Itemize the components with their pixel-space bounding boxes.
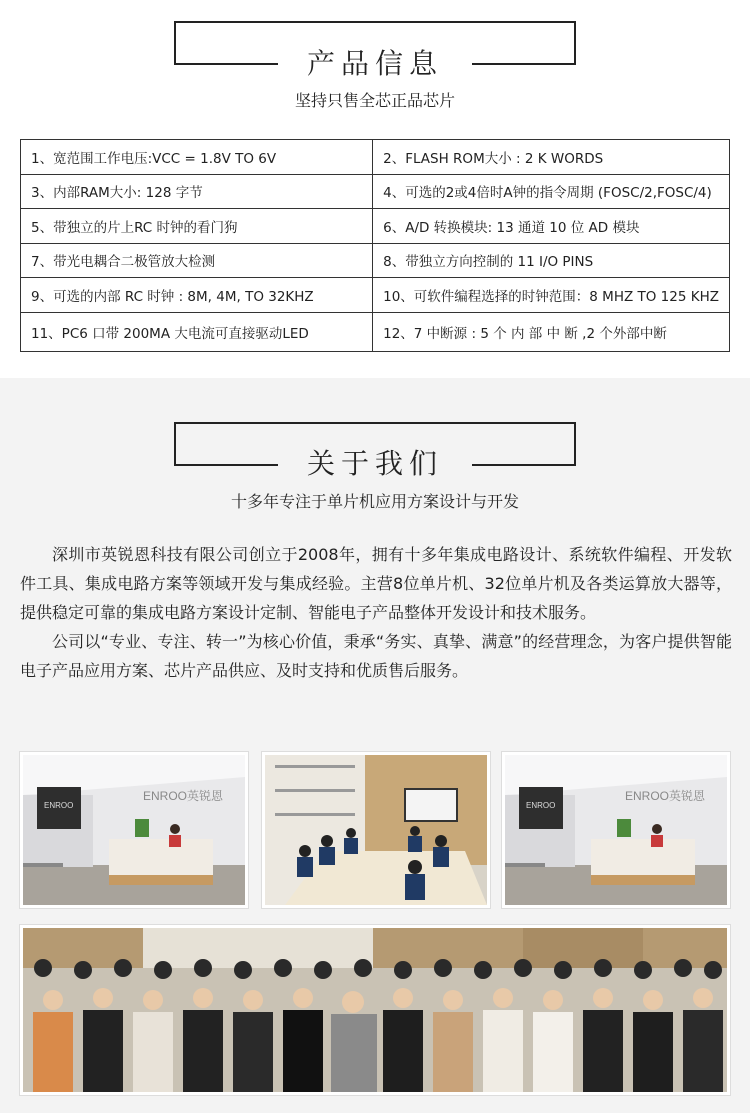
spec-cell: 8、带独立方向控制的 11 I/O PINS [373, 243, 730, 278]
about-subtitle: 十多年专注于单片机应用方案设计与开发 [230, 492, 519, 511]
spec-table [20, 139, 730, 352]
office-reception-photo [20, 752, 248, 908]
team-group-photo [20, 925, 730, 1095]
table-row [21, 312, 730, 351]
table-row [21, 140, 730, 175]
team-meeting-photo [262, 752, 490, 908]
table-row [21, 278, 730, 313]
logo-text: ENROO [526, 801, 556, 810]
logo-text: ENROO [44, 801, 74, 810]
spec-cell: 3、内部RAM大小: 128 字节 [21, 174, 373, 209]
about-paragraph: 深圳市英锐恩科技有限公司创立于2008年，拥有十多年集成电路设计、系统软件编程、开发软件工具、集成电路方案等领域开发与集成经验。主营8位单片机、32位单片机及各类运算放大器等，提供稳定可靠的集成电路方案设计定制、智能电子产品整体开发设计和技术服务。 [20, 545, 732, 622]
spec-cell: 5、带独立的片上RC 时钟的看门狗 [21, 209, 373, 244]
about-title: 关于我们 [306, 447, 443, 480]
spec-cell: 2、FLASH ROM大小 : 2 K WORDS [373, 140, 730, 175]
product-subtitle: 坚持只售全芯正品芯片 [294, 91, 455, 110]
product-info-section [0, 0, 750, 378]
about-description [20, 540, 732, 685]
table-row [21, 209, 730, 244]
spec-cell: 6、A/D 转换模块: 13 通道 10 位 AD 模块 [373, 209, 730, 244]
wall-logo-text: ENROO英锐恩 [625, 789, 706, 803]
spec-cell: 12、7 中断源 : 5 个 内 部 中 断 ,2 个外部中断 [373, 312, 730, 351]
about-paragraph: 公司以“专业、专注、转一”为核心价值，秉承“务实、真挚、满意”的经营理念，为客户提供智能电子产品应用方案、芯片产品供应、及时支持和优质售后服务。 [20, 632, 732, 680]
spec-cell: 1、宽范围工作电压:VCC = 1.8V TO 6V [21, 140, 373, 175]
spec-cell: 10、可软件编程选择的时钟范围：8 MHZ TO 125 KHZ [373, 278, 730, 313]
spec-cell: 4、可选的2或4倍时A钟的指令周期 (FOSC/2,FOSC/4) [373, 174, 730, 209]
table-row [21, 243, 730, 278]
spec-cell: 9、可选的内部 RC 时钟 : 8M, 4M, TO 32KHZ [21, 278, 373, 313]
wall-logo-text: ENROO英锐恩 [143, 789, 224, 803]
office-reception-photo-2 [502, 752, 730, 908]
spec-cell: 7、带光电耦合二极管放大检测 [21, 243, 373, 278]
about-section [0, 378, 750, 1113]
table-row [21, 174, 730, 209]
product-title: 产品信息 [306, 47, 443, 80]
spec-cell: 11、PC6 口带 200MA 大电流可直接驱动LED [21, 312, 373, 351]
